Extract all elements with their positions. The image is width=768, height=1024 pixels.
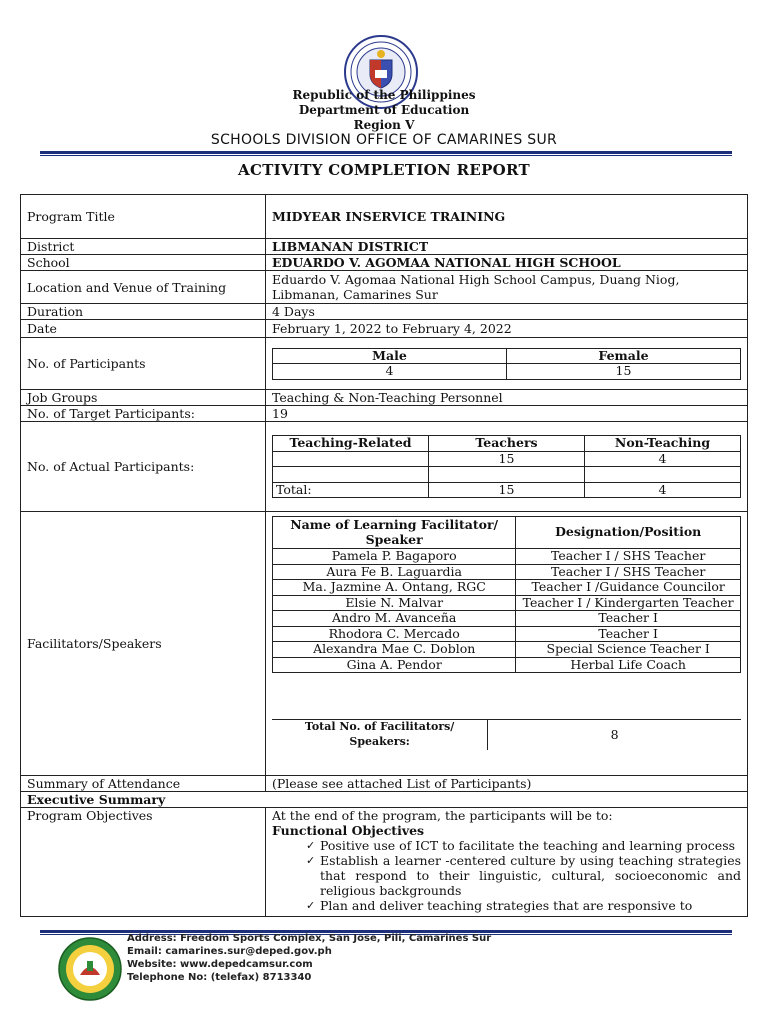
row-target xyxy=(21,406,748,422)
row-date xyxy=(21,320,748,338)
teachers-count: 15 xyxy=(429,451,585,467)
facilitator-name: Elsie N. Malvar xyxy=(273,595,516,611)
facilitator-row xyxy=(273,549,741,565)
facilitators-total-value: 8 xyxy=(488,720,741,750)
facilitators-total-table xyxy=(272,719,741,750)
label-job-groups: Job Groups xyxy=(21,390,266,406)
row-location xyxy=(21,271,748,304)
label-facilitators: Facilitators/Speakers xyxy=(21,512,266,776)
facilitator-row xyxy=(273,657,741,673)
teachers-header: Teachers xyxy=(429,436,585,452)
functional-objectives-heading: Functional Objectives xyxy=(272,823,425,838)
total-teachers: 15 xyxy=(429,482,585,498)
label-actual: No. of Actual Participants: xyxy=(21,422,266,512)
label-location: Location and Venue of Training xyxy=(21,271,266,304)
row-program-title xyxy=(21,195,748,239)
row-district xyxy=(21,239,748,255)
facilitator-position: Special Science Teacher I xyxy=(516,642,741,658)
label-program-title: Program Title xyxy=(21,195,266,239)
header-division: SCHOOLS DIVISION OFFICE OF CAMARINES SUR xyxy=(210,132,558,148)
value-duration: 4 Days xyxy=(266,304,748,320)
facilitator-position: Teacher I / SHS Teacher xyxy=(516,549,741,565)
facilitator-row xyxy=(273,611,741,627)
facilitator-name: Aura Fe B. Laguardia xyxy=(273,564,516,580)
female-header: Female xyxy=(507,348,741,364)
facilitator-name-header: Name of Learning Facilitator/ Speaker xyxy=(273,517,516,549)
label-district: District xyxy=(21,239,266,255)
label-participants: No. of Participants xyxy=(21,338,266,390)
row-duration xyxy=(21,304,748,320)
value-attendance: (Please see attached List of Participants) xyxy=(266,776,748,792)
footer-address: Address: Freedom Sports Complex, San Jose, Pili, Camarines Sur xyxy=(127,933,492,944)
value-district: LIBMANAN DISTRICT xyxy=(266,239,748,255)
facilitator-name: Gina A. Pendor xyxy=(273,657,516,673)
objectives-list xyxy=(272,838,741,913)
facilitator-row xyxy=(273,580,741,596)
label-objectives: Program Objectives xyxy=(21,808,266,917)
value-date: February 1, 2022 to February 4, 2022 xyxy=(266,320,748,338)
report-table xyxy=(20,194,748,917)
female-count: 15 xyxy=(507,364,741,380)
row-participants xyxy=(21,338,748,390)
report-title: ACTIVITY COMPLETION REPORT xyxy=(238,161,530,179)
facilitators-total-label: Total No. of Facilitators/ Speakers: xyxy=(272,720,488,750)
footer-website: Website: www.depedcamsur.com xyxy=(127,959,313,970)
non-teaching-count: 4 xyxy=(585,451,741,467)
objective-item: ✓ Establish a learner -centered culture by using teaching strategies that respond to their linguistic, cultural, socioeconomic and religious backgrounds xyxy=(320,853,741,898)
label-attendance: Summary of Attendance xyxy=(21,776,266,792)
row-objectives xyxy=(21,808,748,917)
facilitator-row xyxy=(273,626,741,642)
division-logo-icon xyxy=(58,937,122,1001)
total-label: Total: xyxy=(273,482,429,498)
facilitator-position-header: Designation/Position xyxy=(516,517,741,549)
facilitator-name: Rhodora C. Mercado xyxy=(273,626,516,642)
facilitator-name: Andro M. Avanceña xyxy=(273,611,516,627)
header-department: Department of Education xyxy=(298,103,470,117)
footer-contact xyxy=(127,932,491,984)
facilitator-name: Alexandra Mae C. Doblon xyxy=(273,642,516,658)
male-header: Male xyxy=(273,348,507,364)
non-teaching-header: Non-Teaching xyxy=(585,436,741,452)
label-duration: Duration xyxy=(21,304,266,320)
footer-telephone: Telephone No: (telefax) 8713340 xyxy=(127,972,312,983)
value-job-groups: Teaching & Non-Teaching Personnel xyxy=(266,390,748,406)
male-count: 4 xyxy=(273,364,507,380)
row-actual xyxy=(21,422,748,512)
objective-item: ✓ Positive use of ICT to facilitate the teaching and learning process xyxy=(320,838,741,853)
facilitator-position: Herbal Life Coach xyxy=(516,657,741,673)
facilitator-name: Pamela P. Bagaporo xyxy=(273,549,516,565)
facilitator-position: Teacher I xyxy=(516,611,741,627)
value-program-title: MIDYEAR INSERVICE TRAINING xyxy=(266,195,748,239)
value-school: EDUARDO V. AGOMAA NATIONAL HIGH SCHOOL xyxy=(266,255,748,271)
facilitator-row xyxy=(273,642,741,658)
row-school xyxy=(21,255,748,271)
actual-participants-table xyxy=(272,435,741,498)
row-executive-summary xyxy=(21,792,748,808)
row-job-groups xyxy=(21,390,748,406)
facilitator-position: Teacher I / Kindergarten Teacher xyxy=(516,595,741,611)
facilitator-name: Ma. Jazmine A. Ontang, RGC xyxy=(273,580,516,596)
value-target: 19 xyxy=(266,406,748,422)
header-region: Region V xyxy=(353,118,415,132)
header-divider xyxy=(40,151,732,154)
header-republic: Republic of the Philippines xyxy=(292,88,476,102)
facilitator-position: Teacher I /Guidance Councilor xyxy=(516,580,741,596)
footer-email: Email: camarines.sur@deped.gov.ph xyxy=(127,946,332,957)
facilitator-row xyxy=(273,595,741,611)
facilitator-row xyxy=(273,564,741,580)
objectives-intro: At the end of the program, the participants will be to: xyxy=(272,808,613,823)
row-facilitators xyxy=(21,512,748,776)
executive-summary-heading: Executive Summary xyxy=(21,792,748,808)
participants-table xyxy=(272,348,741,380)
facilitator-position: Teacher I xyxy=(516,626,741,642)
value-location: Eduardo V. Agomaa National High School Campus, Duang Niog, Libmanan, Camarines Sur xyxy=(266,271,748,304)
facilitators-table xyxy=(272,516,741,673)
row-attendance xyxy=(21,776,748,792)
teaching-related-header: Teaching-Related xyxy=(273,436,429,452)
facilitator-position: Teacher I / SHS Teacher xyxy=(516,564,741,580)
label-target: No. of Target Participants: xyxy=(21,406,266,422)
total-non-teaching: 4 xyxy=(585,482,741,498)
objective-item: ✓ Plan and deliver teaching strategies that are responsive to xyxy=(320,898,741,913)
label-school: School xyxy=(21,255,266,271)
header-divider-thin xyxy=(40,155,732,156)
label-date: Date xyxy=(21,320,266,338)
